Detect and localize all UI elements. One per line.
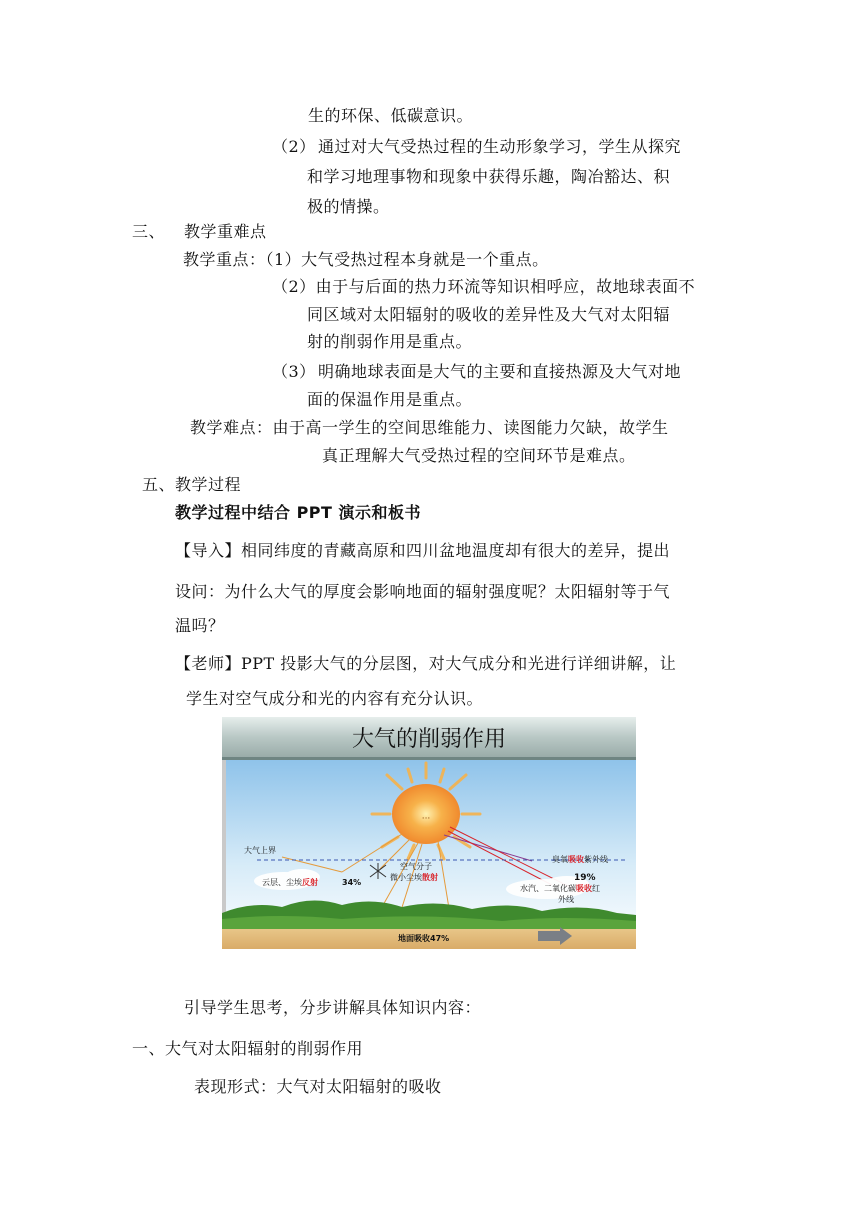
- text-line-3: 和学习地理事物和现象中获得乐趣，陶冶豁达、积: [307, 167, 671, 186]
- label-ground-absorb: 地面吸收47%: [398, 934, 450, 943]
- bold-subheading: 教学过程中结合 PPT 演示和板书: [175, 503, 422, 522]
- sun-dots: ···: [421, 814, 431, 824]
- text-line-2: 通过对大气受热过程的生动形象学习，学生从探究: [318, 137, 682, 156]
- label-dust-scatter: 微小尘埃散射: [390, 873, 438, 882]
- key-point-line-6: 面的保温作用是重点。: [307, 390, 473, 409]
- label-cloud-reflect: 云层、尘埃反射: [262, 878, 318, 887]
- intro-line-3: 温吗？: [175, 616, 225, 635]
- figure-title: 大气的削弱作用: [351, 726, 506, 752]
- label-air-molecule: 空气分子: [400, 862, 432, 871]
- intro-line-2: 设问：为什么大气的厚度会影响地面的辐射强度呢？太阳辐射等于气: [175, 582, 671, 601]
- intro-line-1: 【导入】相同纬度的青藏高原和四川盆地温度却有很大的差异，提出: [175, 541, 671, 560]
- section-5-heading: 五、教学过程: [142, 475, 242, 494]
- section-3-number: 三、: [132, 222, 166, 241]
- guide-line: 引导学生思考，分步讲解具体知识内容：: [184, 998, 482, 1017]
- key-point-line-4: 射的削弱作用是重点。: [307, 332, 473, 351]
- teacher-line-1: 【老师】PPT 投影大气的分层图，对大气成分和光进行详细讲解，让: [175, 654, 677, 673]
- teacher-line-2: 学生对空气成分和光的内容有充分认识。: [186, 689, 484, 708]
- label-vapor: 水汽、二氧化碳吸收红: [520, 884, 600, 893]
- key-point-line-5: 明确地球表面是大气的主要和直接热源及大气对地: [318, 362, 682, 381]
- key-point-line-1: 教学重点：（1）大气受热过程本身就是一个重点。: [183, 250, 549, 269]
- key-point-number-3: （3）: [272, 362, 316, 381]
- item-number-2: （2）: [272, 137, 316, 156]
- label-34-percent: 34%: [342, 878, 362, 887]
- difficulty-line-1: 教学难点：由于高一学生的空间思维能力、读图能力欠缺，故学生: [190, 418, 669, 437]
- key-point-line-3: 同区域对太阳辐射的吸收的差异性及大气对太阳辐: [307, 305, 671, 324]
- text-line-1: 生的环保、低碳意识。: [308, 106, 474, 125]
- label-vapor-2: 外线: [558, 895, 574, 904]
- key-point-line-2: （2）由于与后面的热力环流等知识相呼应，故地球表面不: [272, 277, 696, 296]
- section-3-heading: 教学重难点: [184, 222, 267, 241]
- label-ozone: 臭氧吸收紫外线: [552, 855, 608, 864]
- text-line-4: 极的情操。: [307, 197, 390, 216]
- form-line: 表现形式：大气对太阳辐射的吸收: [194, 1077, 442, 1096]
- difficulty-line-2: 真正理解大气受热过程的空间环节是难点。: [322, 446, 636, 465]
- section-1-heading: 一、大气对太阳辐射的削弱作用: [132, 1039, 364, 1058]
- label-atmosphere-top: 大气上界: [244, 846, 276, 855]
- label-19-percent: 19%: [574, 873, 596, 883]
- atmosphere-weakening-figure: [222, 717, 636, 949]
